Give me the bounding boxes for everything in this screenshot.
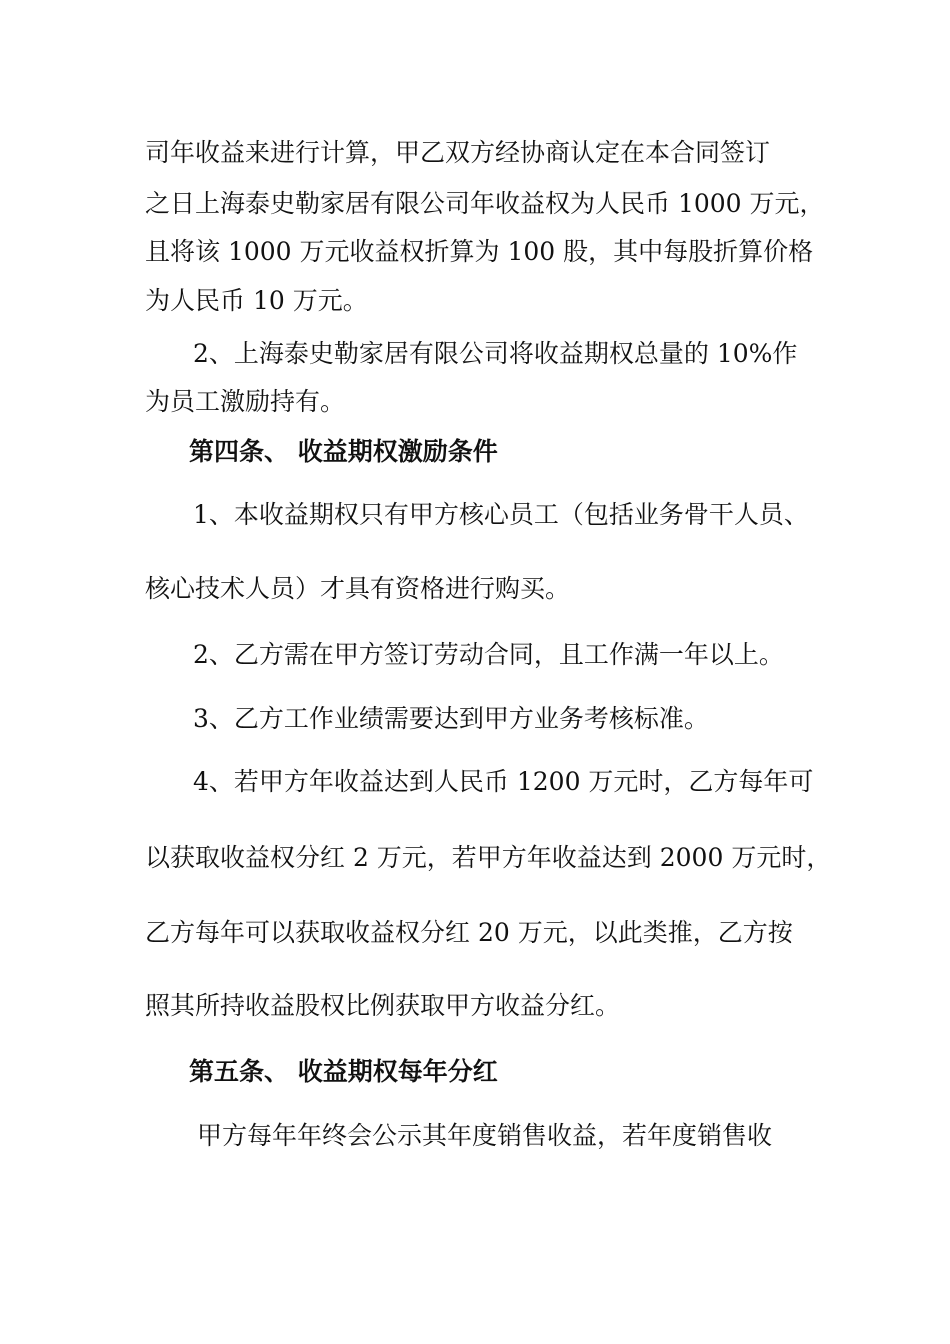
paragraph-line: 2、上海泰史勒家居有限公司将收益期权总量的 10%作 xyxy=(193,339,798,368)
paragraph-line: 且将该 1000 万元收益权折算为 100 股，其中每股折算价格 xyxy=(145,237,814,266)
paragraph-line: 3、乙方工作业绩需要达到甲方业务考核标准。 xyxy=(193,704,709,733)
paragraph-line: 以获取收益权分红 2 万元，若甲方年收益达到 2000 万元时， xyxy=(145,843,832,872)
section-heading-article-4: 第四条、 收益期权激励条件 xyxy=(189,437,498,466)
section-heading-article-5: 第五条、 收益期权每年分红 xyxy=(189,1057,498,1086)
paragraph-line: 之日上海泰史勒家居有限公司年收益权为人民币 1000 万元， xyxy=(145,189,825,218)
paragraph-line: 照其所持收益股权比例获取甲方收益分红。 xyxy=(145,991,621,1020)
paragraph-line: 甲方每年年终会公示其年度销售收益，若年度销售收 xyxy=(197,1121,773,1150)
paragraph-line: 为员工激励持有。 xyxy=(145,387,346,416)
paragraph-line: 核心技术人员）才具有资格进行购买。 xyxy=(145,574,571,603)
paragraph-line: 司年收益来进行计算，甲乙双方经协商认定在本合同签订 xyxy=(145,138,771,167)
paragraph-line: 为人民币 10 万元。 xyxy=(145,286,368,315)
paragraph-line: 2、乙方需在甲方签订劳动合同，且工作满一年以上。 xyxy=(193,640,784,669)
paragraph-line: 1、本收益期权只有甲方核心员工（包括业务骨干人员、 xyxy=(193,500,809,529)
paragraph-line: 乙方每年可以获取收益权分红 20 万元，以此类推，乙方按 xyxy=(145,918,793,947)
paragraph-line: 4、若甲方年收益达到人民币 1200 万元时，乙方每年可 xyxy=(193,767,814,796)
